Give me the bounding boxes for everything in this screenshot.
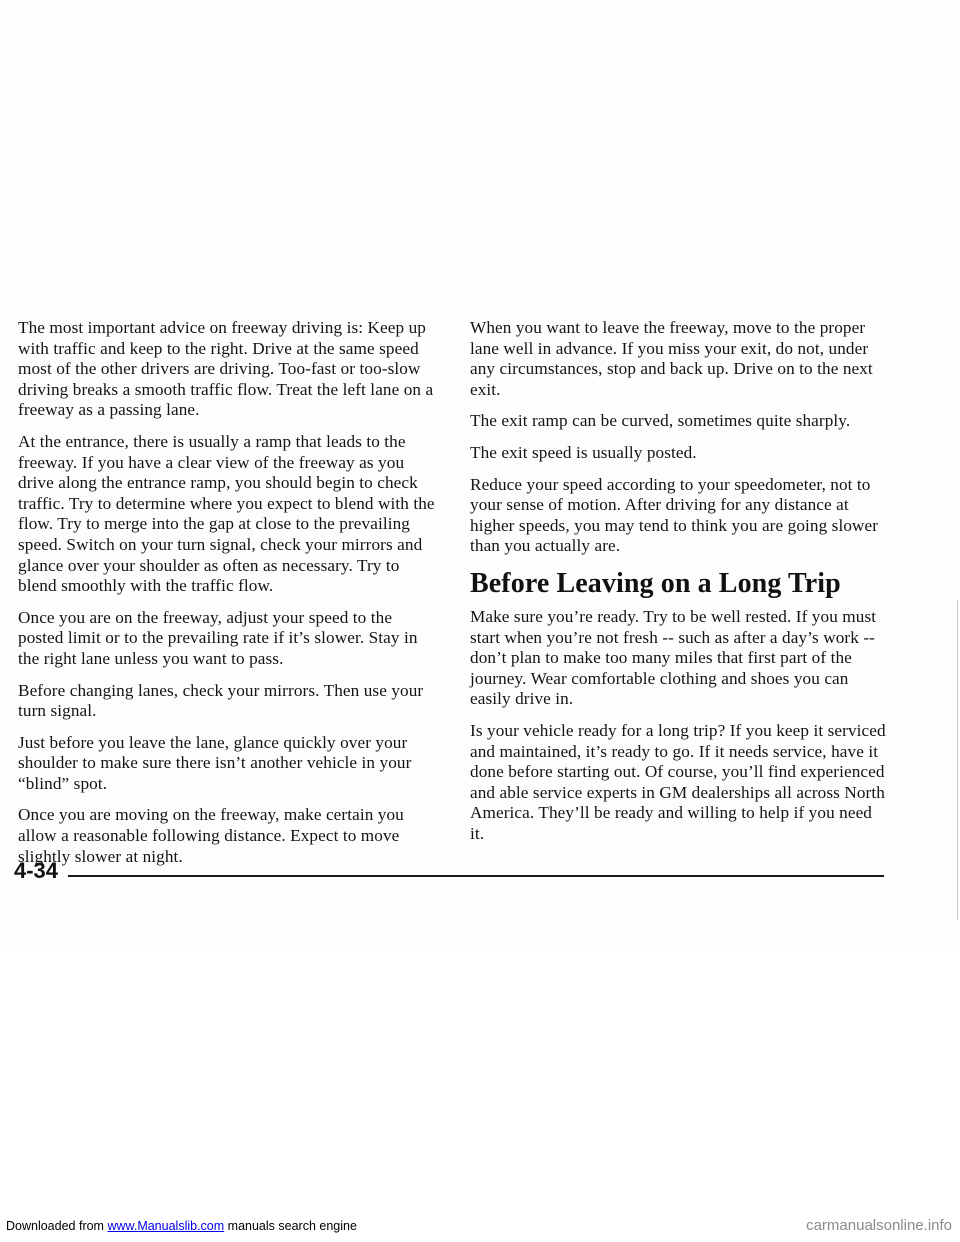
right-column	[470, 318, 890, 855]
paragraph-leave-freeway: When you want to leave the freeway, move to the proper lane well in advance. If you miss your exit, do not, under any circumstances, stop and back up. Drive on to the next exit.	[470, 318, 873, 399]
manualslib-link[interactable]: www.Manualslib.com	[107, 1219, 225, 1233]
scan-edge-line	[957, 600, 958, 920]
left-column	[18, 318, 438, 878]
paragraph-entrance-ramp: At the entrance, there is usually a ramp that leads to the freeway. If you have a clear view of the freeway as you drive along the entrance ramp, you should begin to check traffic. Try to determine where you expect to blend with the flow. Try to merge into the gap at close to the prevailing speed. Switch on your turn signal, check your mirrors and glance over your shoulder as often as necessary. Try to blend smoothly with the traffic flow.	[18, 431, 435, 596]
footer-divider	[68, 875, 884, 877]
paragraph-freeway-advice: The most important advice on freeway driving is: Keep up with traffic and keep to the right. Drive at the same speed most of the other drivers are driving. Too-fast or too-slow driving breaks a smooth traffic flow. Treat the left lane on a freeway as a passing lane.	[18, 318, 434, 420]
paragraph-adjust-speed: Once you are on the freeway, adjust your speed to the posted limit or to the prevailing rate if it’s slower. Stay in the right lane unless you want to pass.	[18, 607, 418, 668]
paragraph-reduce-speed: Reduce your speed according to your speedometer, not to your sense of motion. After driving for any distance at higher speeds, you may tend to think you are going slower than you actually are.	[470, 474, 879, 556]
page-number: 4-34	[14, 858, 59, 883]
download-banner-prefix: Downloaded from	[6, 1219, 104, 1233]
section-heading-long-trip: Before Leaving on a Long Trip	[470, 567, 841, 599]
paragraph-following-distance: Once you are moving on the freeway, make certain you allow a reasonable following distance. Expect to move slightly slower at night.	[18, 805, 404, 866]
download-banner	[6, 1218, 357, 1234]
paragraph-exit-speed: The exit speed is usually posted.	[470, 442, 697, 462]
download-banner-suffix: manuals search engine	[227, 1219, 357, 1233]
paragraph-vehicle-ready: Is your vehicle ready for a long trip? If you keep it serviced and maintained, it’s ready to go. If it needs service, have it done before starting out. Of course, you’ll find experienced and able service experts in GM dealerships all across North America. They’ll be ready and willing to help if you need it.	[470, 720, 886, 843]
paragraph-exit-ramp: The exit ramp can be curved, sometimes quite sharply.	[470, 411, 851, 431]
paragraph-blind-spot: Just before you leave the lane, glance quickly over your shoulder to make sure there isn’t another vehicle in your “blind” spot.	[18, 732, 412, 793]
paragraph-be-ready: Make sure you’re ready. Try to be well rested. If you must start when you’re not fresh -- such as after a day’s work -- don’t plan to make too many miles that first part of the journey. Wear comfortable clothing and shoes you can easily drive in.	[470, 606, 877, 709]
watermark-text: carmanualsonline.info	[806, 1217, 952, 1234]
paragraph-changing-lanes: Before changing lanes, check your mirrors. Then use your turn signal.	[18, 680, 424, 721]
